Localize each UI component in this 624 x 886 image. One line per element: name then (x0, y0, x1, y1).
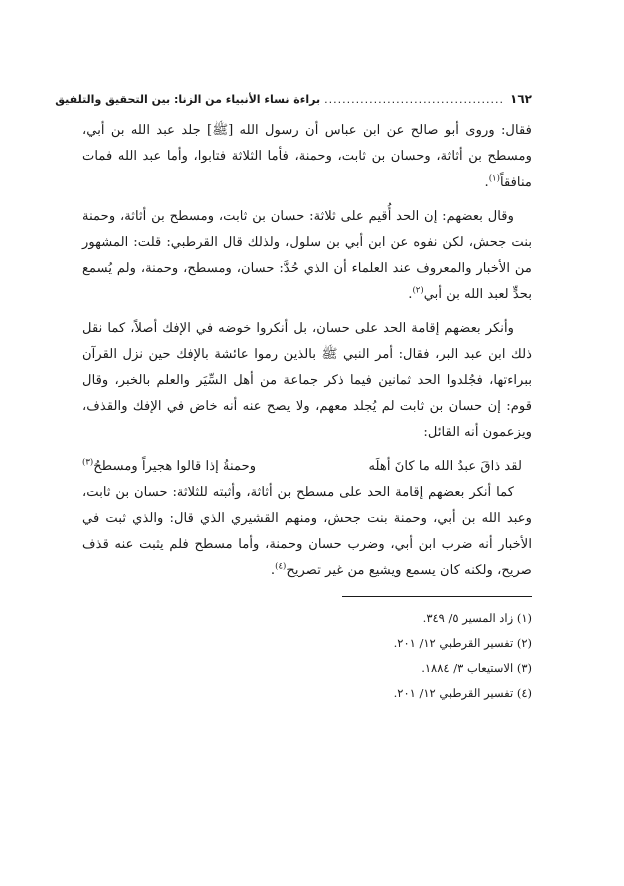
poetry-verse (82, 454, 522, 480)
header-leader-dots: ........................................ (324, 93, 505, 106)
paragraph: كما أنكر بعضهم إقامة الحد على مسطح بن أثاثة، وأثبته للثلاثة: حسان بن ثابت، وعبد الله بن أبي، وحمنة بنت جحش، ومنهم القشيري الذي قال: والذي ثبت في الأخبار أنه ضرب ابن أبي، وضرب حسان وحمنة، وأما مسطح فلم يثبت عنه قذف صريح، ولكنه كان يسمع ويشيع من غير تصريح$^{(٤)}$. (82, 485, 532, 578)
paragraph: وقال بعضهم: إن الحد أُقيم على ثلاثة: حسان بن ثابت، ومسطح بن أثاثة، وحمنة بنت جحش، لكن نفوه عن ابن أبي بن سلول، ولذلك قال القرطبي: قلت: المشهور من الأخبار والمعروف عند العلماء أن الذي حُدَّ: حسان، ومسطح، وحمنة، ولم يُسمع بحدٍّ لعبد الله بن أبي$^{(٢)}$. (82, 209, 532, 302)
footnote: (٣) الاستيعاب ٣/ ١٨٨٤. (421, 661, 532, 675)
running-header (55, 92, 532, 106)
book-title: براءة نساء الأنبياء من الزنا: بين التحقيق والتلفيق (55, 93, 321, 106)
footnote: (١) زاد المسير ٥/ ٣٤٩. (422, 611, 532, 625)
footnote-ref: (٢) (412, 285, 424, 296)
footnote-ref: (٤) (275, 561, 287, 572)
verse-first-hemistich: لقد ذاقَ عبدُ الله ما كانَ أهلَه (368, 459, 522, 474)
footnote-ref: (١) (488, 173, 500, 184)
footnote: (٢) تفسير القرطبي ١٢/ ٢٠١. (393, 636, 532, 650)
paragraph: فقال: وروى أبو صالح عن ابن عباس أن رسول الله [ﷺ] جلد عبد الله بن أبي، ومسطح بن أثاثة، وحسان بن ثابت، وحمنة، فأما الثلاثة فتابوا، وأما عبد الله فمات منافقاً$^{(١)}$. (82, 123, 532, 190)
footnote: (٤) تفسير القرطبي ١٢/ ٢٠١. (393, 686, 532, 700)
footnote-separator (342, 596, 532, 597)
paragraph: وأنكر بعضهم إقامة الحد على حسان، بل أنكروا خوضه في الإفك أصلاً، كما نقل ذلك ابن عبد البر، فقال: أمر النبي ﷺ بالذين رموا عائشة بالإفك حين نزل القرآن ببراءتها، فجُلدوا الحد ثمانين فيما ذكر جماعة من أهل السِّيَر والعلم بالخبر، وقال قوم: إن حسان بن ثابت لم يُجلد معهم، ولا يصح عنه أنه خاض في الإفك والقذف، ويزعمون أنه القائل: (82, 321, 532, 440)
footnotes (82, 607, 532, 704)
page-body (82, 118, 532, 584)
verse-second-hemistich: وحمنةُ إذا قالوا هجيراً ومسطحُ$^{(٣)}$ (82, 457, 257, 474)
page-number: ١٦٢ (510, 92, 532, 106)
footnote-ref: (٣) (82, 457, 94, 468)
book-page (55, 92, 532, 707)
